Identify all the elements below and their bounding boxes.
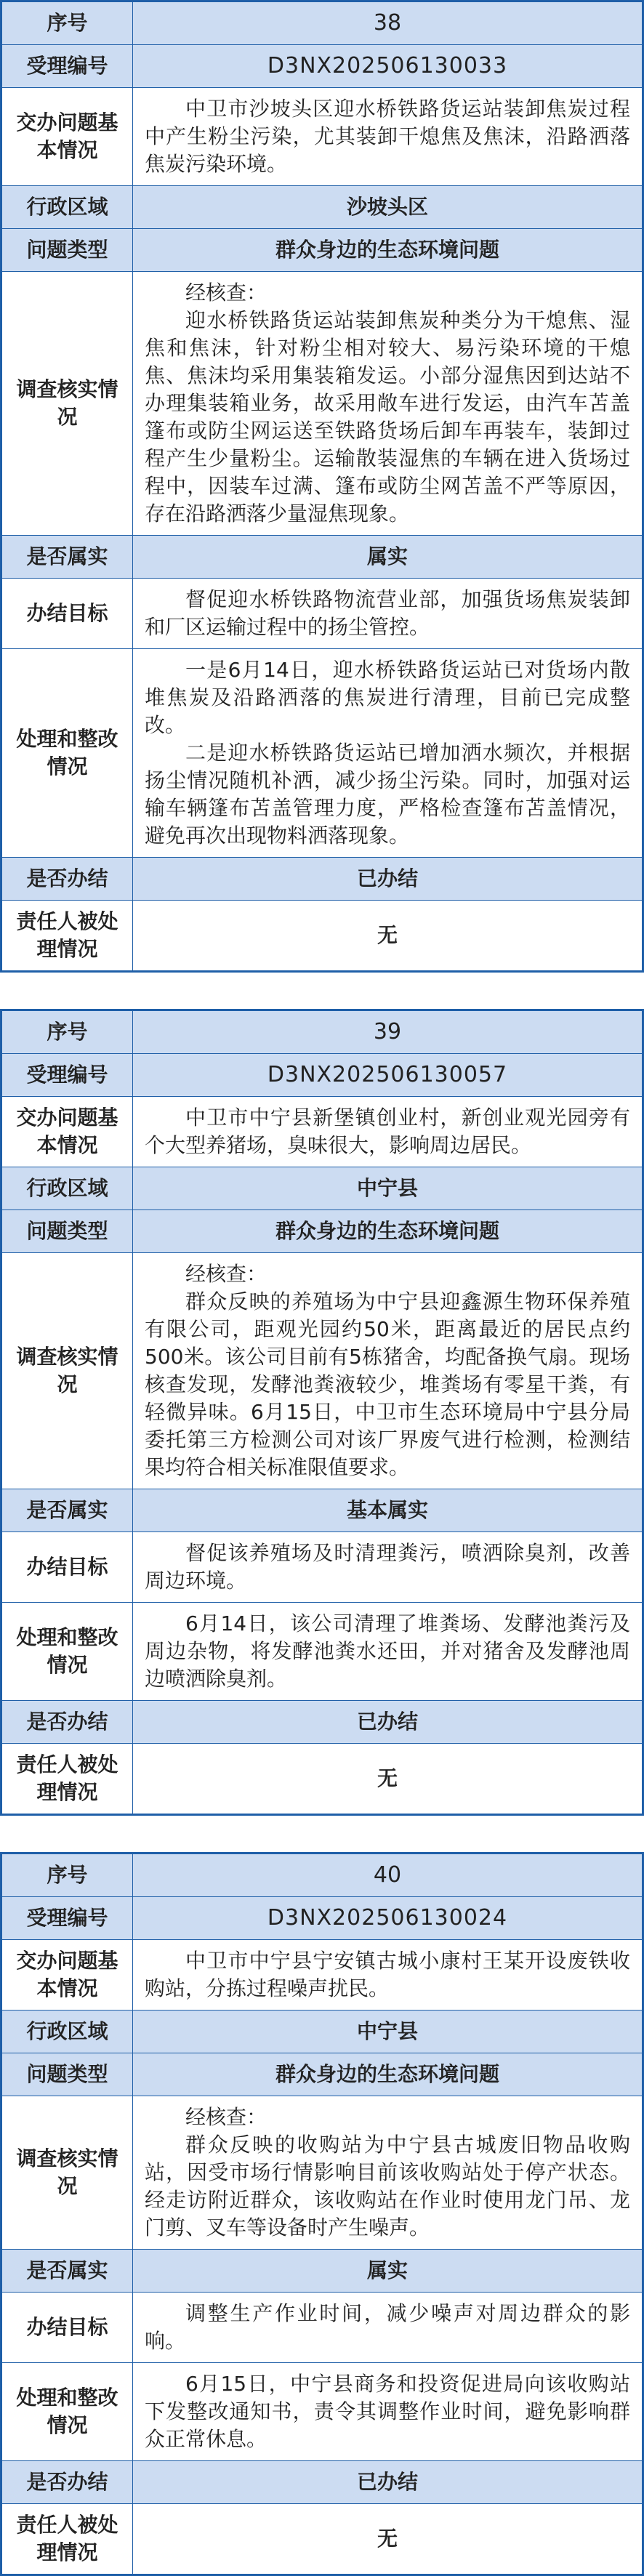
label-goal: 办结目标 xyxy=(2,1532,133,1603)
record-card xyxy=(0,1009,644,1816)
row-handling xyxy=(2,2363,643,2461)
paragraph: 群众反映的养殖场为中宁县迎鑫源生物环保养殖有限公司，距观光园约50米，距离最近的居民点约500米。该公司目前有5栋猪舍，均配备换气扇。现场核查发现，发酵池粪液较少，堆粪场有零星干粪，有轻微异味。6月15日，中卫市生态环境局中宁县分局委托第三方检测公司对该厂界废气进行检测，检测结果均符合相关标准限值要求。 xyxy=(145,1289,630,1479)
label-handling: 处理和整改情况 xyxy=(2,2363,133,2461)
row-responsible xyxy=(2,1744,643,1814)
value-region: 中宁县 xyxy=(133,2011,643,2053)
label-seq: 序号 xyxy=(2,2,133,45)
paragraph: 群众反映的收购站为中宁县古城废旧物品收购站，因受市场行情影响目前该收购站处于停产状态。经走访附近群众，该收购站在作业时使用龙门吊、龙门剪、叉车等设备时产生噪声。 xyxy=(145,2133,630,2239)
label-responsible: 责任人被处理情况 xyxy=(2,1744,133,1814)
row-is_true xyxy=(2,2250,643,2293)
row-code xyxy=(2,45,643,88)
value-handling xyxy=(133,2363,643,2461)
value-goal: 督促该养殖场及时清理粪污，喷洒除臭剂，改善周边环境。 xyxy=(133,1532,643,1603)
row-type xyxy=(2,1210,643,1253)
label-region: 行政区域 xyxy=(2,186,133,229)
value-basic: 中卫市中宁县宁安镇古城小康村王某开设废铁收购站，分拣过程噪声扰民。 xyxy=(133,1940,643,2011)
label-region: 行政区域 xyxy=(2,2011,133,2053)
row-region xyxy=(2,2011,643,2053)
label-seq: 序号 xyxy=(2,1854,133,1897)
row-seq xyxy=(2,1854,643,1897)
record-table xyxy=(1,1010,643,1814)
label-goal: 办结目标 xyxy=(2,2293,133,2363)
row-goal xyxy=(2,1532,643,1603)
row-handling xyxy=(2,649,643,858)
label-basic: 交办问题基本情况 xyxy=(2,88,133,186)
label-seq: 序号 xyxy=(2,1011,133,1054)
value-handling xyxy=(133,1603,643,1701)
value-type: 群众身边的生态环境问题 xyxy=(133,1210,643,1253)
row-is_true xyxy=(2,1489,643,1532)
record-card xyxy=(0,1852,644,2576)
row-type xyxy=(2,2053,643,2096)
paragraph: 6月14日，该公司清理了堆粪场、发酵池粪污及周边杂物，将发酵池粪水还田，并对猪舍及发酵池周边喷洒除臭剂。 xyxy=(145,1611,630,1691)
value-seq: 39 xyxy=(133,1011,643,1054)
row-seq xyxy=(2,1011,643,1054)
label-investigation: 调查核实情况 xyxy=(2,1253,133,1489)
row-is_true xyxy=(2,536,643,579)
value-goal: 调整生产作业时间，减少噪声对周边群众的影响。 xyxy=(133,2293,643,2363)
value-goal: 督促迎水桥铁路物流营业部，加强货场焦炭装卸和厂区运输过程中的扬尘管控。 xyxy=(133,579,643,649)
row-investigation xyxy=(2,2096,643,2250)
label-investigation: 调查核实情况 xyxy=(2,272,133,536)
record-table xyxy=(1,1,643,971)
label-is_closed: 是否办结 xyxy=(2,2461,133,2504)
label-code: 受理编号 xyxy=(2,1897,133,1940)
label-region: 行政区域 xyxy=(2,1167,133,1210)
label-handling: 处理和整改情况 xyxy=(2,1603,133,1701)
paragraph: 6月15日，中宁县商务和投资促进局向该收购站下发整改通知书，责令其调整作业时间，避免影响群众正常休息。 xyxy=(145,2372,630,2451)
label-goal: 办结目标 xyxy=(2,579,133,649)
label-basic: 交办问题基本情况 xyxy=(2,1097,133,1167)
row-is_closed xyxy=(2,2461,643,2504)
label-is_closed: 是否办结 xyxy=(2,1701,133,1744)
value-is_closed: 已办结 xyxy=(133,1701,643,1744)
label-responsible: 责任人被处理情况 xyxy=(2,901,133,971)
label-code: 受理编号 xyxy=(2,45,133,88)
row-region xyxy=(2,1167,643,1210)
label-type: 问题类型 xyxy=(2,1210,133,1253)
label-code: 受理编号 xyxy=(2,1054,133,1097)
paragraph: 经核查： xyxy=(185,1262,267,1286)
row-handling xyxy=(2,1603,643,1701)
paragraph: 迎水桥铁路货运站装卸焦炭种类分为干熄焦、湿焦和焦沫，针对粉尘相对较大、易污染环境的干熄焦、焦沫均采用集装箱发运。小部分湿焦因到达站不办理集装箱业务，故采用敞车进行发运，由汽车苫盖篷布或防尘网运送至铁路货场后卸车再装车，装卸过程产生少量粉尘。运输散装湿焦的车辆在进入货场过程中，因装车过满、篷布或防尘网苫盖不严等原因，存在沿路洒落少量湿焦现象。 xyxy=(145,308,630,526)
value-type: 群众身边的生态环境问题 xyxy=(133,229,643,272)
row-basic xyxy=(2,88,643,186)
paragraph: 经核查： xyxy=(185,2105,267,2129)
row-responsible xyxy=(2,2504,643,2575)
row-region xyxy=(2,186,643,229)
value-is_true: 属实 xyxy=(133,2250,643,2293)
label-responsible: 责任人被处理情况 xyxy=(2,2504,133,2575)
value-code: D3NX202506130057 xyxy=(133,1054,643,1097)
value-seq: 38 xyxy=(133,2,643,45)
label-type: 问题类型 xyxy=(2,2053,133,2096)
label-is_closed: 是否办结 xyxy=(2,858,133,901)
row-basic xyxy=(2,1097,643,1167)
label-type: 问题类型 xyxy=(2,229,133,272)
row-code xyxy=(2,1897,643,1940)
row-basic xyxy=(2,1940,643,2011)
row-is_closed xyxy=(2,858,643,901)
label-handling: 处理和整改情况 xyxy=(2,649,133,858)
row-type xyxy=(2,229,643,272)
value-code: D3NX202506130024 xyxy=(133,1897,643,1940)
value-investigation xyxy=(133,1253,643,1489)
record-table xyxy=(1,1853,643,2575)
value-basic: 中卫市中宁县新堡镇创业村，新创业观光园旁有个大型养猪场，臭味很大，影响周边居民。 xyxy=(133,1097,643,1167)
value-handling xyxy=(133,649,643,858)
value-is_closed: 已办结 xyxy=(133,2461,643,2504)
value-is_true: 属实 xyxy=(133,536,643,579)
record-gap xyxy=(0,973,644,1009)
row-investigation xyxy=(2,272,643,536)
label-is_true: 是否属实 xyxy=(2,1489,133,1532)
value-region: 中宁县 xyxy=(133,1167,643,1210)
row-goal xyxy=(2,579,643,649)
value-investigation xyxy=(133,2096,643,2250)
value-type: 群众身边的生态环境问题 xyxy=(133,2053,643,2096)
value-responsible: 无 xyxy=(133,2504,643,2575)
row-is_closed xyxy=(2,1701,643,1744)
value-basic: 中卫市沙坡头区迎水桥铁路货运站装卸焦炭过程中产生粉尘污染，尤其装卸干熄焦及焦沫，沿路洒落焦炭污染环境。 xyxy=(133,88,643,186)
paragraph: 二是迎水桥铁路货运站已增加洒水频次，并根据扬尘情况随机补洒，减少扬尘污染。同时，加强对运输车辆篷布苫盖管理力度，严格检查篷布苫盖情况，避免再次出现物料洒落现象。 xyxy=(145,741,630,848)
row-goal xyxy=(2,2293,643,2363)
label-basic: 交办问题基本情况 xyxy=(2,1940,133,2011)
row-responsible xyxy=(2,901,643,971)
value-responsible: 无 xyxy=(133,901,643,971)
paragraph: 经核查： xyxy=(185,281,267,305)
row-code xyxy=(2,1054,643,1097)
record-card xyxy=(0,0,644,973)
label-investigation: 调查核实情况 xyxy=(2,2096,133,2250)
row-investigation xyxy=(2,1253,643,1489)
value-responsible: 无 xyxy=(133,1744,643,1814)
value-investigation xyxy=(133,272,643,536)
label-is_true: 是否属实 xyxy=(2,2250,133,2293)
value-is_true: 基本属实 xyxy=(133,1489,643,1532)
row-seq xyxy=(2,2,643,45)
record-gap xyxy=(0,1816,644,1852)
value-seq: 40 xyxy=(133,1854,643,1897)
value-region: 沙坡头区 xyxy=(133,186,643,229)
label-is_true: 是否属实 xyxy=(2,536,133,579)
paragraph: 一是6月14日，迎水桥铁路货运站已对货场内散堆焦炭及沿路洒落的焦炭进行清理，目前已完成整改。 xyxy=(145,658,630,737)
value-is_closed: 已办结 xyxy=(133,858,643,901)
value-code: D3NX202506130033 xyxy=(133,45,643,88)
